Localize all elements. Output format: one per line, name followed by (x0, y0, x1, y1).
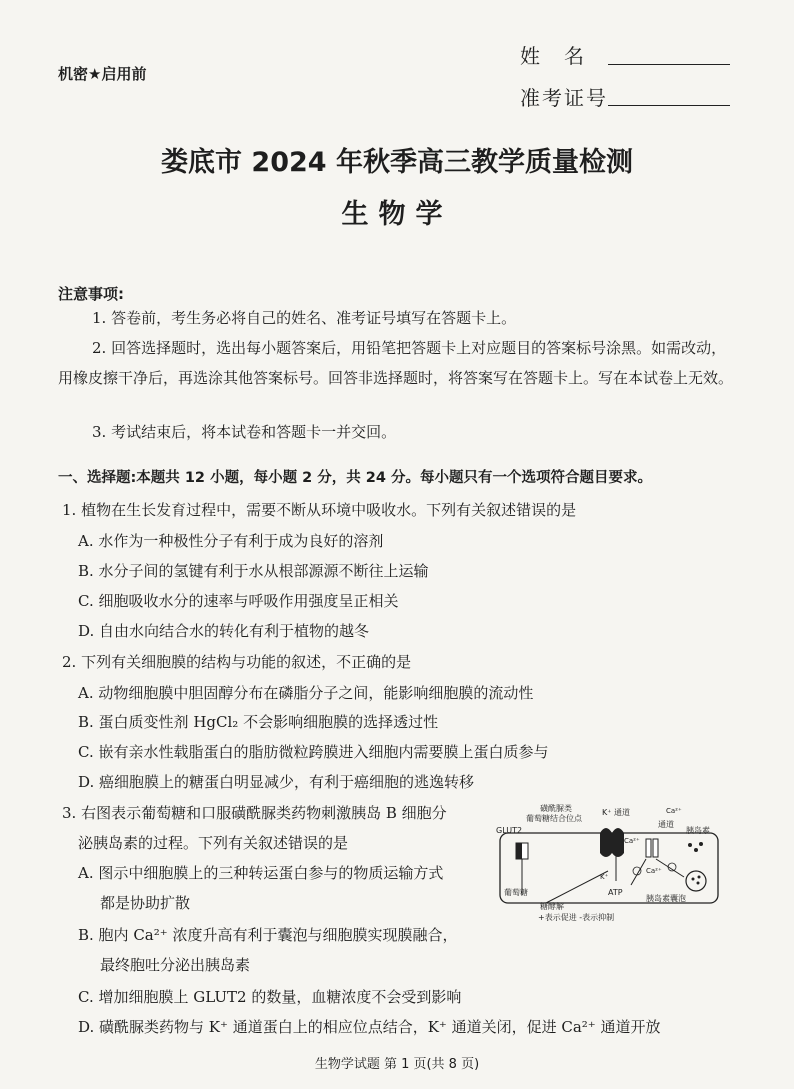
label-legend: +表示促进 -表示抑制 (538, 913, 615, 921)
k-channel-protein (600, 828, 624, 857)
beta-cell-diagram (496, 803, 728, 921)
insulin-granule (688, 843, 692, 847)
label-insulin: 胰岛素 (686, 826, 710, 835)
glut2-shade (516, 843, 522, 859)
vesicle-granule (697, 882, 700, 885)
secret-mark: 机密★启用前 (58, 65, 147, 83)
insulin-vesicle (686, 871, 706, 891)
page-footer: 生物学试题 第 1 页(共 8 页) (314, 1057, 480, 1072)
notice-heading: 注意事项: (58, 285, 124, 303)
section-heading: 一、选择题:本题共 12 小题，每小题 2 分，共 24 分。每小题只有一个选项符合题目要求。 (58, 470, 653, 486)
label-ca-channel: 通道 (658, 820, 674, 829)
question-3-option-b-cont: 最终胞吐分泌出胰岛素 (100, 956, 251, 974)
ca-channel-left (646, 839, 651, 857)
question-1-option-d: D. 自由水向结合水的转化有利于植物的越冬 (78, 622, 370, 640)
question-3-option-d: D. 磺酰脲类药物与 K⁺ 通道蛋白上的相应位点结合，K⁺ 通道关闭，促进 Ca²⁺ 通道开放 (78, 1018, 661, 1036)
insulin-granule (699, 842, 703, 846)
exam-title: 娄底市 2024 年秋季高三教学质量检测 (161, 147, 633, 178)
label-glycolysis: 糖酵解 (540, 902, 564, 911)
question-2-stem: 2. 下列有关细胞膜的结构与功能的叙述，不正确的是 (62, 653, 412, 671)
question-3-stem-line2: 泌胰岛素的过程。下列有关叙述错误的是 (78, 834, 349, 852)
question-3-option-a: A. 图示中细胞膜上的三种转运蛋白参与的物质运输方式 (78, 864, 444, 882)
ca-channel-right (653, 839, 658, 857)
question-1-option-c: C. 细胞吸收水分的速率与呼吸作用强度呈正相关 (78, 592, 399, 610)
question-3-option-b: B. 胞内 Ca²⁺ 浓度升高有利于囊泡与细胞膜实现膜融合， (78, 926, 458, 944)
vesicle-granule (698, 876, 701, 879)
vesicle-granule (692, 878, 695, 881)
question-3-stem-line1: 3. 右图表示葡萄糖和口服磺酰脲类药物刺激胰岛 B 细胞分 (62, 804, 447, 822)
question-2-option-a: A. 动物细胞膜中胆固醇分布在磷脂分子之间，能影响细胞膜的流动性 (78, 684, 534, 702)
atp-arrow (546, 871, 608, 903)
question-1-stem: 1. 植物在生长发育过程中，需要不断从环境中吸收水。下列有关叙述错误的是 (62, 501, 577, 519)
name-label: 姓名 (520, 44, 608, 68)
question-2-option-c: C. 嵌有亲水性载脂蛋白的脂肪微粒跨膜进入细胞内需要膜上蛋白质参与 (78, 743, 549, 761)
label-binding-site: 葡萄糖结合位点 (526, 814, 582, 823)
label-atp: ATP (608, 888, 623, 897)
notice-item-3: 3. 考试结束后，将本试卷和答题卡一并交回。 (92, 423, 397, 441)
label-ca-ion: Ca²⁺ (666, 807, 682, 815)
label-k-channel: K⁺ 通道 (602, 808, 631, 817)
question-3-option-c: C. 增加细胞膜上 GLUT2 的数量，血糖浓度不会受到影响 (78, 988, 462, 1006)
question-2-option-b: B. 蛋白质变性剂 HgCl₂ 不会影响细胞膜的选择透过性 (78, 713, 439, 731)
insulin-granule (694, 848, 698, 852)
name-blank-line (608, 64, 730, 65)
question-1-option-b: B. 水分子间的氢键有利于水从根部源源不断往上运输 (78, 562, 429, 580)
exam-subject: 生物学 (341, 199, 453, 230)
label-ca-inside-2: Ca²⁺ (646, 867, 662, 875)
label-sulfonylurea: 磺酰脲类 (540, 804, 572, 813)
label-k-inside: K⁺ (600, 873, 609, 881)
question-1-option-a: A. 水作为一种极性分子有利于成为良好的溶剂 (78, 532, 384, 550)
ticket-blank-line (608, 105, 730, 106)
question-3-option-a-cont: 都是协助扩散 (100, 894, 191, 912)
label-glut2: GLUT2 (496, 826, 523, 835)
notice-item-2: 2. 回答选择题时，选出每小题答案后，用铅笔把答题卡上对应题目的答案标号涂黑。如需改动，用橡皮擦干净后，再选涂其他答案标号。回答非选择题时，将答案写在答题卡上。写在本试卷上无效。 (58, 339, 734, 387)
notice-item-1: 1. 答卷前，考生务必将自己的姓名、准考证号填写在答题卡上。 (92, 309, 517, 327)
question-2-option-d: D. 癌细胞膜上的糖蛋白明显减少，有利于癌细胞的逃逸转移 (78, 773, 475, 791)
ticket-label: 准考证号 (520, 86, 608, 110)
label-ca-inside: Ca²⁺ (624, 837, 640, 845)
label-vesicle: 胰岛素囊泡 (646, 894, 686, 903)
label-glucose: 葡萄糖 (504, 888, 528, 897)
